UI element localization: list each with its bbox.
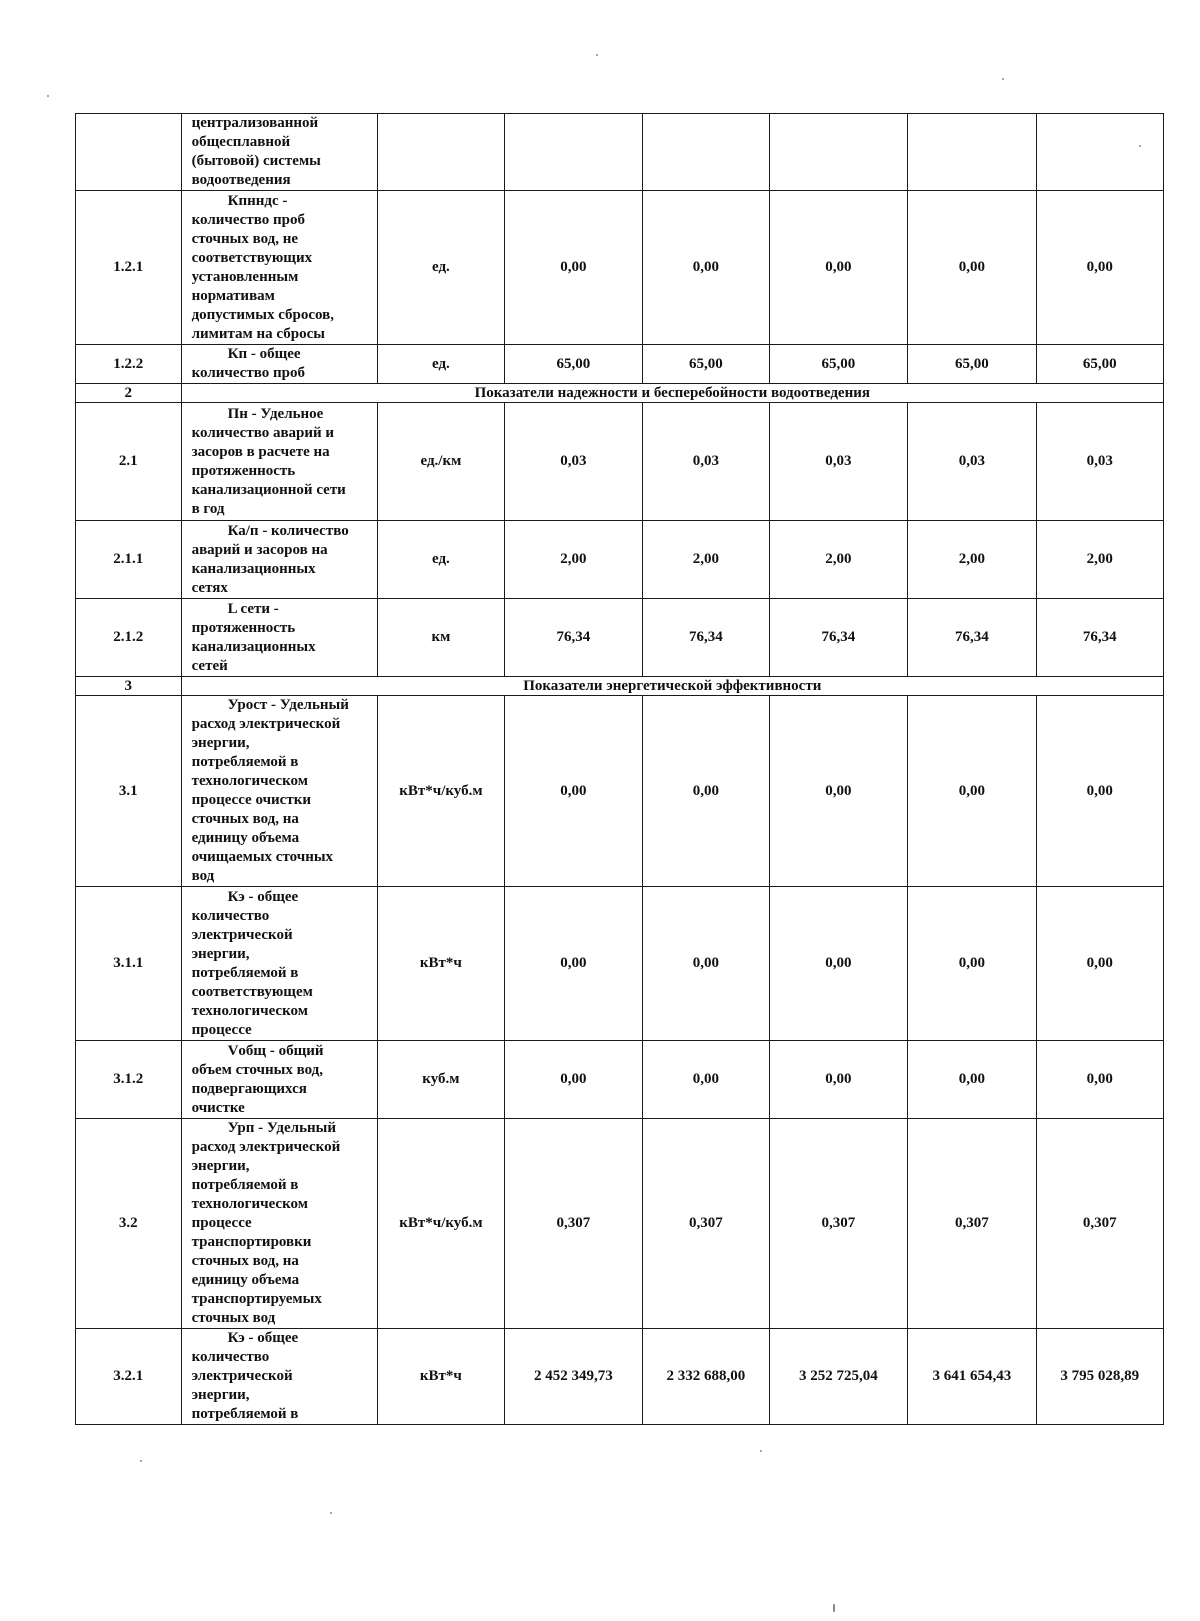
name-line: Кпнндс - xyxy=(227,192,288,209)
name-line: аварий и засоров на xyxy=(191,541,328,558)
name-line: очищаемых сточных xyxy=(191,849,334,865)
row-number-cell: 3.1.1 xyxy=(76,887,182,1041)
value-cell: 65,00 xyxy=(504,345,643,384)
unit-cell: кВт*ч/куб.м xyxy=(378,696,504,887)
table-row xyxy=(76,696,1164,887)
value-cell: 0,03 xyxy=(908,403,1036,521)
name-line: засоров в расчете на xyxy=(191,443,330,460)
name-line: расход электрической xyxy=(191,1139,341,1155)
indicator-table-sheet xyxy=(75,113,1164,1425)
value-cell: 2,00 xyxy=(504,521,643,599)
value-cell: 76,34 xyxy=(504,599,643,677)
value-cell: 2 332 688,00 xyxy=(643,1329,769,1425)
unit-cell: ед. xyxy=(378,521,504,599)
name-line: энергии, xyxy=(191,735,250,751)
name-line: транспортировки xyxy=(191,1234,312,1250)
value-cell xyxy=(769,114,908,191)
value-cell: 0,00 xyxy=(643,696,769,887)
table-row xyxy=(76,403,1164,521)
name-line: потребляемой в xyxy=(191,964,299,981)
name-line: количество xyxy=(191,907,270,924)
indicator-name-cell xyxy=(181,521,378,599)
name-line: водоотведения xyxy=(191,172,291,188)
name-line: количество проб xyxy=(191,365,305,381)
value-cell: 65,00 xyxy=(908,345,1036,384)
name-line: объем сточных вод, xyxy=(191,1061,323,1078)
indicator-table xyxy=(75,113,1164,1425)
value-cell: 2,00 xyxy=(908,521,1036,599)
name-line: технологическом xyxy=(191,1002,308,1019)
value-cell: 0,307 xyxy=(643,1119,769,1329)
name-line: сточных вод, не xyxy=(191,230,299,247)
unit-cell: кВт*ч xyxy=(378,1329,504,1425)
indicator-name-cell xyxy=(181,114,378,191)
name-line: сточных вод, на xyxy=(191,811,299,827)
table-row xyxy=(76,599,1164,677)
indicator-name-cell xyxy=(181,191,378,345)
value-cell: 0,00 xyxy=(643,191,769,345)
value-cell: 0,00 xyxy=(1036,696,1163,887)
name-line: Кп - общее xyxy=(227,346,301,362)
name-line: Vобщ - общий xyxy=(227,1042,324,1059)
name-line: сетях xyxy=(191,579,228,596)
indicator-name-cell xyxy=(181,696,378,887)
section-title: Показатели надежности и бесперебойности водоотведения xyxy=(181,384,1163,403)
row-number-cell: 1.2.1 xyxy=(76,191,182,345)
value-cell: 76,34 xyxy=(1036,599,1163,677)
name-line: L сети - xyxy=(227,600,279,617)
name-line: потребляемой в xyxy=(191,754,299,770)
value-cell: 0,307 xyxy=(1036,1119,1163,1329)
value-cell: 76,34 xyxy=(643,599,769,677)
value-cell: 0,00 xyxy=(504,1041,643,1119)
name-line: канализационных xyxy=(191,638,316,655)
name-line: централизованной xyxy=(191,115,319,131)
row-number-cell: 2.1.2 xyxy=(76,599,182,677)
name-line: единицу объема xyxy=(191,1272,300,1288)
value-cell: 0,307 xyxy=(504,1119,643,1329)
value-cell: 0,00 xyxy=(769,696,908,887)
table-row-continuation xyxy=(76,114,1164,191)
name-line: процессе xyxy=(191,1021,252,1038)
value-cell: 3 641 654,43 xyxy=(908,1329,1036,1425)
name-line: канализационных xyxy=(191,560,316,577)
unit-cell: ед. xyxy=(378,345,504,384)
value-cell: 76,34 xyxy=(769,599,908,677)
value-cell: 0,00 xyxy=(504,191,643,345)
value-cell: 0,00 xyxy=(504,696,643,887)
name-line: протяженность xyxy=(191,462,296,479)
table-row xyxy=(76,521,1164,599)
name-line: общесплавной xyxy=(191,134,291,150)
unit-cell: ед./км xyxy=(378,403,504,521)
value-cell: 0,00 xyxy=(769,887,908,1041)
table-row xyxy=(76,887,1164,1041)
name-line: энергии, xyxy=(191,1387,250,1403)
value-cell xyxy=(643,114,769,191)
name-line: Урост - Удельный xyxy=(227,697,349,713)
name-line: транспортируемых xyxy=(191,1291,322,1307)
name-line: Кэ - общее xyxy=(227,888,299,905)
name-line: электрической xyxy=(191,926,293,943)
name-line: (бытовой) системы xyxy=(191,153,321,169)
value-cell: 2,00 xyxy=(643,521,769,599)
value-cell: 0,03 xyxy=(769,403,908,521)
name-line: сточных вод, на xyxy=(191,1253,299,1269)
unit-cell: км xyxy=(378,599,504,677)
name-line: технологическом xyxy=(191,1196,308,1212)
row-number-cell: 2.1 xyxy=(76,403,182,521)
name-line: потребляемой в xyxy=(191,1177,299,1193)
row-number-cell: 3.1 xyxy=(76,696,182,887)
section-title: Показатели энергетической эффективности xyxy=(181,677,1163,696)
row-number-cell: 2.1.1 xyxy=(76,521,182,599)
name-line: подвергающихся xyxy=(191,1080,307,1097)
value-cell: 0,00 xyxy=(908,191,1036,345)
value-cell: 2,00 xyxy=(769,521,908,599)
value-cell: 0,00 xyxy=(908,696,1036,887)
table-row xyxy=(76,1329,1164,1425)
value-cell: 0,00 xyxy=(769,1041,908,1119)
name-line: электрической xyxy=(191,1368,293,1384)
row-number-cell: 3.1.2 xyxy=(76,1041,182,1119)
value-cell xyxy=(1036,114,1163,191)
value-cell: 2,00 xyxy=(1036,521,1163,599)
unit-cell: кВт*ч xyxy=(378,887,504,1041)
table-row xyxy=(76,1119,1164,1329)
name-line: нормативам xyxy=(191,287,275,304)
name-line: лимитам на сбросы xyxy=(191,325,325,342)
name-line: Кэ - общее xyxy=(227,1330,299,1346)
unit-cell: ед. xyxy=(378,191,504,345)
name-line: процессе xyxy=(191,1215,252,1231)
name-line: потребляемой в xyxy=(191,1406,299,1422)
value-cell: 0,00 xyxy=(908,887,1036,1041)
name-line: Урп - Удельный xyxy=(227,1120,336,1136)
value-cell: 3 252 725,04 xyxy=(769,1329,908,1425)
value-cell: 0,307 xyxy=(769,1119,908,1329)
name-line: расход электрической xyxy=(191,716,341,732)
row-number-cell: 1.2.2 xyxy=(76,345,182,384)
value-cell: 65,00 xyxy=(769,345,908,384)
table-row xyxy=(76,191,1164,345)
unit-cell xyxy=(378,114,504,191)
name-line: единицу объема xyxy=(191,830,300,846)
value-cell: 0,03 xyxy=(1036,403,1163,521)
value-cell: 0,00 xyxy=(643,887,769,1041)
name-line: сетей xyxy=(191,657,228,674)
indicator-name-cell xyxy=(181,1041,378,1119)
indicator-name-cell xyxy=(181,599,378,677)
name-line: сточных вод xyxy=(191,1310,276,1326)
name-line: в год xyxy=(191,500,225,517)
indicator-name-cell xyxy=(181,403,378,521)
name-line: канализационной сети xyxy=(191,481,346,498)
name-line: вод xyxy=(191,868,215,884)
unit-cell: куб.м xyxy=(378,1041,504,1119)
value-cell: 2 452 349,73 xyxy=(504,1329,643,1425)
indicator-name-cell xyxy=(181,1329,378,1425)
name-line: Пн - Удельное xyxy=(227,405,324,422)
value-cell: 0,00 xyxy=(908,1041,1036,1119)
value-cell: 0,00 xyxy=(504,887,643,1041)
section-number: 3 xyxy=(76,677,182,696)
name-line: очистке xyxy=(191,1099,245,1116)
row-number-cell xyxy=(76,114,182,191)
section-number: 2 xyxy=(76,384,182,403)
value-cell: 65,00 xyxy=(1036,345,1163,384)
name-line: установленным xyxy=(191,268,299,285)
name-line: количество xyxy=(191,1349,270,1365)
name-line: энергии, xyxy=(191,1158,250,1174)
table-body xyxy=(76,114,1164,1425)
name-line: количество аварий и xyxy=(191,424,335,441)
section-header-row xyxy=(76,677,1164,696)
name-line: протяженность xyxy=(191,619,296,636)
value-cell: 0,00 xyxy=(1036,1041,1163,1119)
value-cell: 76,34 xyxy=(908,599,1036,677)
value-cell: 0,03 xyxy=(643,403,769,521)
table-row xyxy=(76,345,1164,384)
name-line: Ка/п - количество xyxy=(227,522,349,539)
value-cell: 0,00 xyxy=(1036,191,1163,345)
name-line: соответствующих xyxy=(191,249,313,266)
table-row xyxy=(76,1041,1164,1119)
value-cell xyxy=(908,114,1036,191)
value-cell: 0,00 xyxy=(643,1041,769,1119)
name-line: допустимых сбросов, xyxy=(191,306,335,323)
value-cell: 0,03 xyxy=(504,403,643,521)
row-number-cell: 3.2 xyxy=(76,1119,182,1329)
value-cell xyxy=(504,114,643,191)
name-line: соответствующем xyxy=(191,983,313,1000)
name-line: количество проб xyxy=(191,211,305,228)
indicator-name-cell xyxy=(181,1119,378,1329)
indicator-name-cell xyxy=(181,345,378,384)
section-header-row xyxy=(76,384,1164,403)
name-line: процессе очистки xyxy=(191,792,311,808)
value-cell: 0,307 xyxy=(908,1119,1036,1329)
indicator-name-cell xyxy=(181,887,378,1041)
row-number-cell: 3.2.1 xyxy=(76,1329,182,1425)
value-cell: 3 795 028,89 xyxy=(1036,1329,1163,1425)
name-line: энергии, xyxy=(191,945,250,962)
value-cell: 65,00 xyxy=(643,345,769,384)
unit-cell: кВт*ч/куб.м xyxy=(378,1119,504,1329)
value-cell: 0,00 xyxy=(1036,887,1163,1041)
name-line: технологическом xyxy=(191,773,308,789)
value-cell: 0,00 xyxy=(769,191,908,345)
